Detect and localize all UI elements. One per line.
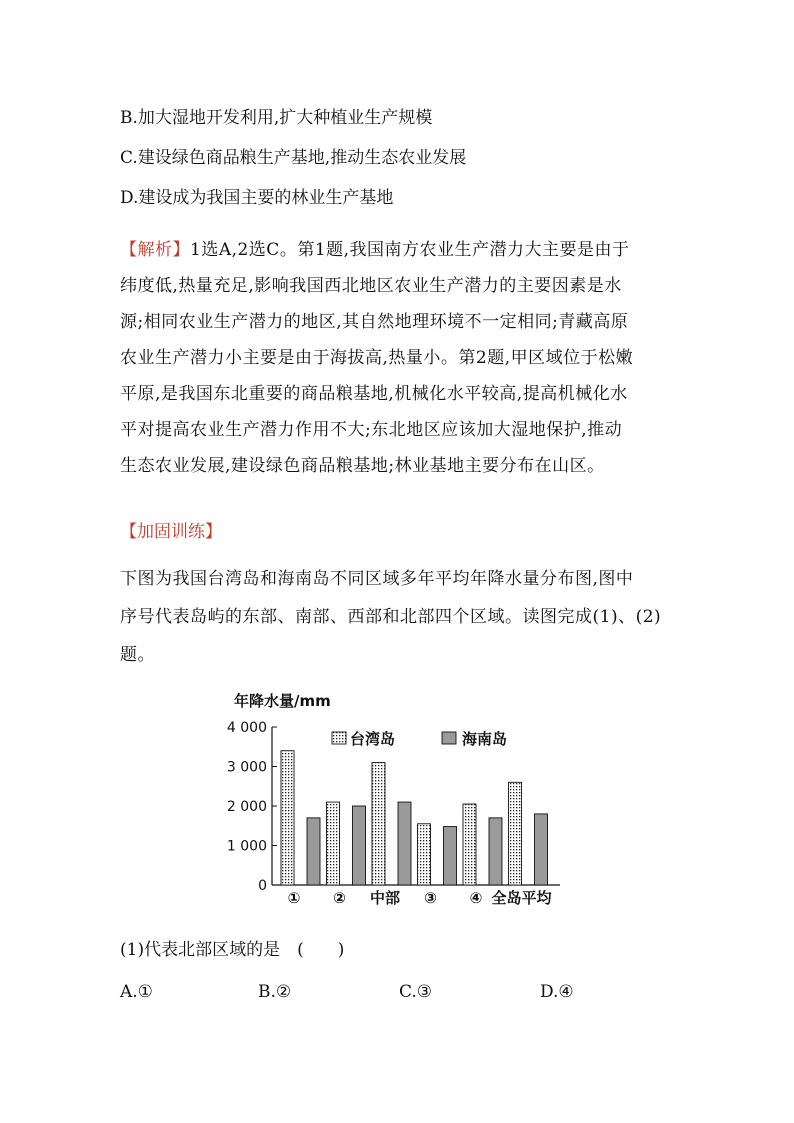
bar-hainan — [353, 806, 366, 885]
x-tick-label: ③ — [424, 889, 437, 907]
y-tick-label: 2 000 — [226, 799, 267, 815]
analysis-line-5: 平原,是我国东北重要的商品粮基地,机械化水平较高,提高机械化水 — [120, 384, 628, 404]
x-tick-label: ① — [287, 889, 301, 907]
x-tick-label: ④ — [469, 889, 483, 907]
bar-taiwan — [281, 751, 294, 885]
y-tick-label: 4 000 — [226, 720, 267, 736]
intro-line-2: 序号代表岛屿的东部、南部、西部和北部四个区域。读图完成(1)、(2) — [120, 607, 662, 627]
bar-taiwan — [418, 824, 431, 885]
y-tick-label: 3 000 — [226, 759, 267, 776]
analysis-line-2: 纬度低,热量充足,影响我国西北地区农业生产潜力的主要因素是水 — [120, 276, 622, 296]
analysis-text: 1选A,2选C。第1题,我国南方农业生产潜力大主要是由于 — [190, 240, 630, 260]
analysis-line-7: 生态农业发展,建设绿色商品粮基地;林业基地主要分布在山区。 — [120, 456, 605, 476]
question-1: (1)代表北部区域的是 ( ) — [120, 940, 345, 960]
option-d: D.建设成为我国主要的林业生产基地 — [120, 188, 394, 208]
bar-hainan — [535, 814, 548, 885]
analysis-tag: 【解析】 — [120, 240, 190, 260]
bar-taiwan — [509, 782, 522, 885]
choice-c: C.③ — [399, 982, 433, 1002]
x-tick-label: 全岛平均 — [491, 889, 552, 907]
x-tick-label: 中部 — [369, 889, 401, 907]
analysis-line-3: 源;相同农业生产潜力的地区,其自然地理环境不一定相同;青藏高原 — [120, 312, 629, 332]
bar-taiwan — [327, 802, 340, 885]
y-axis-label: 年降水量/mm — [234, 692, 331, 710]
legend-label-taiwan: 台湾岛 — [350, 730, 396, 748]
analysis-line-6: 平对提高农业生产潜力作用不大;东北地区应该加大湿地保护,推动 — [120, 420, 623, 440]
choice-d: D.④ — [540, 982, 574, 1002]
option-b: B.加大湿地开发利用,扩大种植业生产规模 — [120, 108, 433, 128]
choice-a: A.① — [120, 982, 153, 1002]
bar-hainan — [398, 802, 411, 885]
legend-swatch-hainan — [442, 732, 456, 744]
y-tick-label: 1 000 — [226, 838, 267, 855]
intro-line-1: 下图为我国台湾岛和海南岛不同区域多年平均年降水量分布图,图中 — [120, 569, 634, 589]
analysis-line-4: 农业生产潜力小主要是由于海拔高,热量小。第2题,甲区域位于松嫩 — [120, 348, 634, 368]
bar-hainan — [444, 827, 457, 885]
legend-swatch-taiwan — [332, 732, 346, 744]
choice-b: B.② — [258, 982, 292, 1002]
option-c: C.建设绿色商品粮生产基地,推动生态农业发展 — [120, 148, 467, 168]
practice-heading: 【加固训练】 — [120, 522, 222, 542]
y-tick-label: 0 — [258, 878, 267, 894]
bar-hainan — [489, 818, 502, 885]
bar-hainan — [307, 818, 320, 885]
bar-taiwan — [463, 804, 476, 885]
legend-label-hainan: 海南岛 — [462, 730, 508, 748]
intro-line-3: 题。 — [120, 645, 155, 665]
bar-taiwan — [372, 763, 385, 885]
x-tick-label: ② — [333, 889, 346, 907]
